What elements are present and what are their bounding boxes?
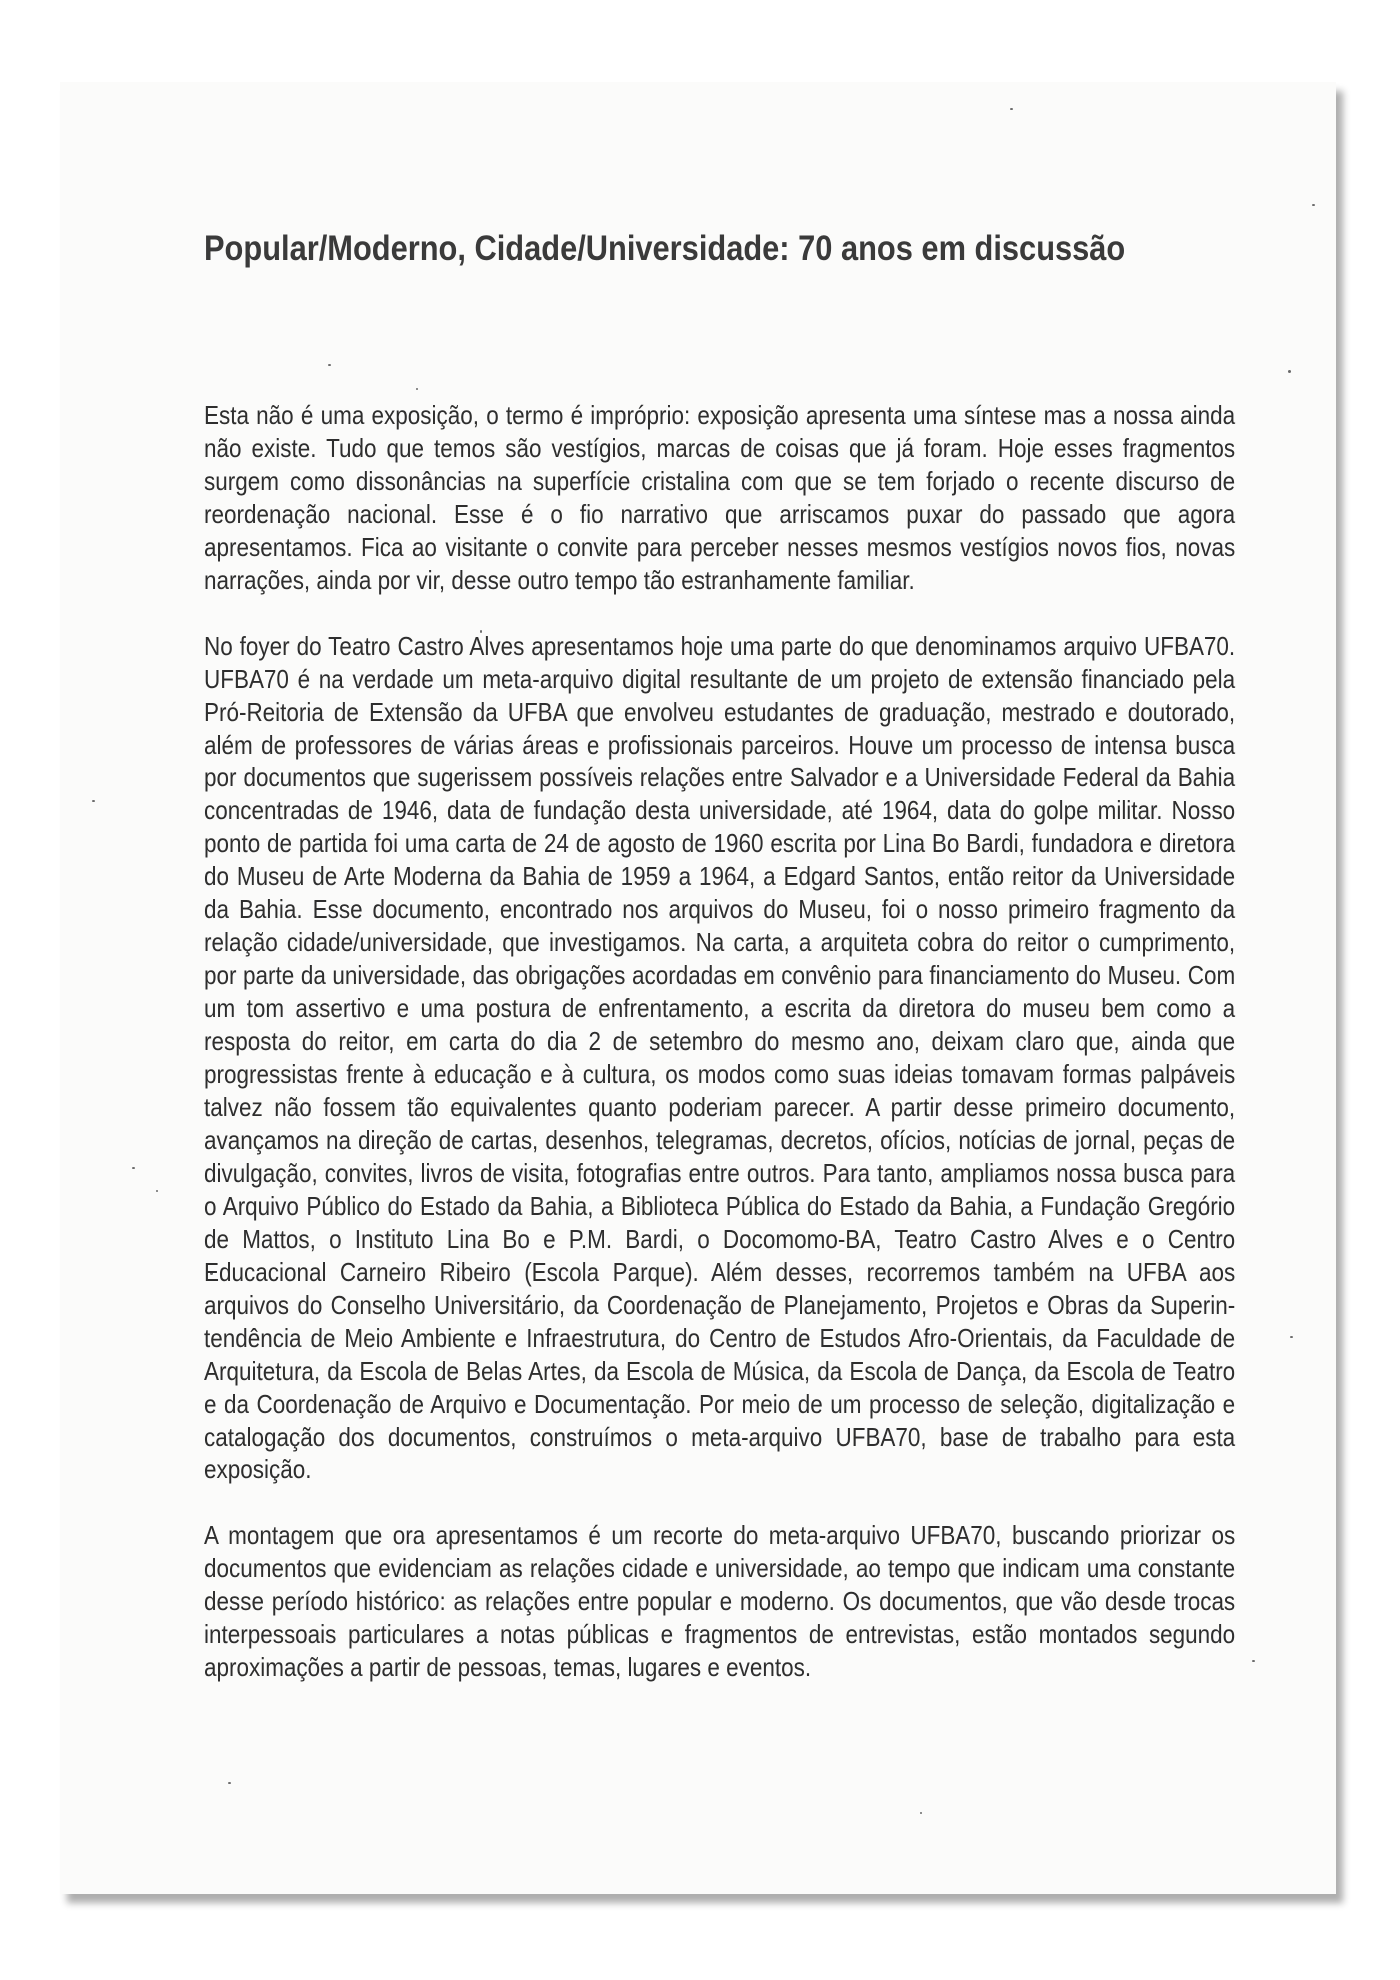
page-title: Popular/Moderno, Cidade/Universidade: 70 anos em discussão [204,228,1126,268]
paragraph: No foyer do Teatro Castro Alves apresentamos hoje uma parte do que denominamos arquivo UFBA70. UFBA70 é na verdade um meta-arquivo digital resultante de um projeto de extensão financiado pela Pró-Reitoria de Extensão da UFBA que envolveu estudantes de graduação, mestrado e doutorado, além de professores de várias áreas e profissionais parceiros. Houve um processo de intensa busca por documentos que sugerissem possíveis relações entre Salvador e a Universidade Federal da Bahia concentradas de 1946, data de fundação desta universidade, até 1964, data do golpe militar. Nosso ponto de partida foi uma carta de 24 de agosto de 1960 escrita por Lina Bo Bardi, fundadora e diretora do Museu de Arte Moderna da Bahia de 1959 a 1964, a Edgard Santos, então reitor da Universidade da Bahia. Esse documento, encontrado nos arquivos do Museu, foi o nosso primeiro fragmento da relação cidade/universidade, que investigamos. Na carta, a arquiteta cobra do reitor o cumprimento, por parte da universidade, das obrigações acordadas em convênio para financiamento do Museu. Com um tom assertivo e uma postura de enfrentamento, a escrita da diretora do museu bem como a resposta do reitor, em carta do dia 2 de setembro do mesmo ano, deixam claro que, ainda que progressistas frente à educação e à cultura, os modos como suas ideias tomavam formas palpáveis talvez não fossem tão equivalentes quanto poderiam parecer. A partir desse primeiro documento, avançamos na direção de cartas, desenhos, telegramas, decretos, ofícios, notícias de jornal, peças de divulgação, convites, livros de visita, fotografias entre outros. Para tanto, ampliamos nossa busca para o Arquivo Público do Estado da Bahia, a Biblioteca Pública do Estado da Bahia, a Fundação Gregório de Mattos, o Instituto Lina Bo e P.M. Bardi, o Docomomo-BA, Teatro Castro Alves e o Centro Educacional Carneiro Ribeiro (Escola Parque). Além desses, recorremos também na UFBA aos arquivos do Conselho Universitário, da Coordenação de Planejamento, Projetos e Obras da Superintendência de Meio Ambiente e Infraestrutura, do Centro de Estudos Afro-Orientais, da Faculdade de Arquitetura, da Escola de Belas Artes, da Escola de Música, da Escola de Dança, da Escola de Teatro e da Coordenação de Arquivo e Documentação. Por meio de um processo de seleção, digitalização e catalogação dos documentos, construímos o meta-arquivo UFBA70, base de trabalho para esta exposição. [204,632,1236,1485]
paragraph: A montagem que ora apresentamos é um recorte do meta-arquivo UFBA70, buscando priorizar os documentos que evidenciam as relações cidade e universidade, ao tempo que indicam uma constante desse período histórico: as relações entre popular e moderno. Os documentos, que vão desde trocas interpessoais particulares a notas públicas e fragmentos de entrevistas, estão montados segundo aproximações a partir de pessoas, temas, lugares e eventos. [204,1522,1236,1683]
paper-speck [228,1782,231,1784]
body-text [204,400,1235,1718]
paper-speck [1290,1336,1293,1338]
paper-speck [328,364,331,366]
paragraph: Esta não é uma exposição, o termo é impróprio: exposição apresenta uma síntese mas a nossa ainda não existe. Tudo que temos são vestígios, marcas de coisas que já foram. Hoje esses fragmentos surgem como dissonâncias na superfície cristalina com que se tem forjado o recente discurso de reordenação nacional. Esse é o fio narrativo que arriscamos puxar do passado que agora apresentamos. Fica ao visitante o convite para perceber nesses mesmos vestígios novos fios, novas narrações, ainda por vir, desse outro tempo tão estranhamente familiar. [204,402,1236,595]
paper-speck [132,1167,135,1169]
paper-speck [1288,370,1291,373]
paper-speck [1312,204,1315,206]
paper-speck [1252,1660,1255,1662]
paper-speck [1010,108,1013,110]
document-page [60,82,1336,1894]
paper-speck [92,800,95,802]
paper-speck [416,388,418,390]
paper-speck [156,1190,158,1192]
paper-speck [920,1812,922,1814]
